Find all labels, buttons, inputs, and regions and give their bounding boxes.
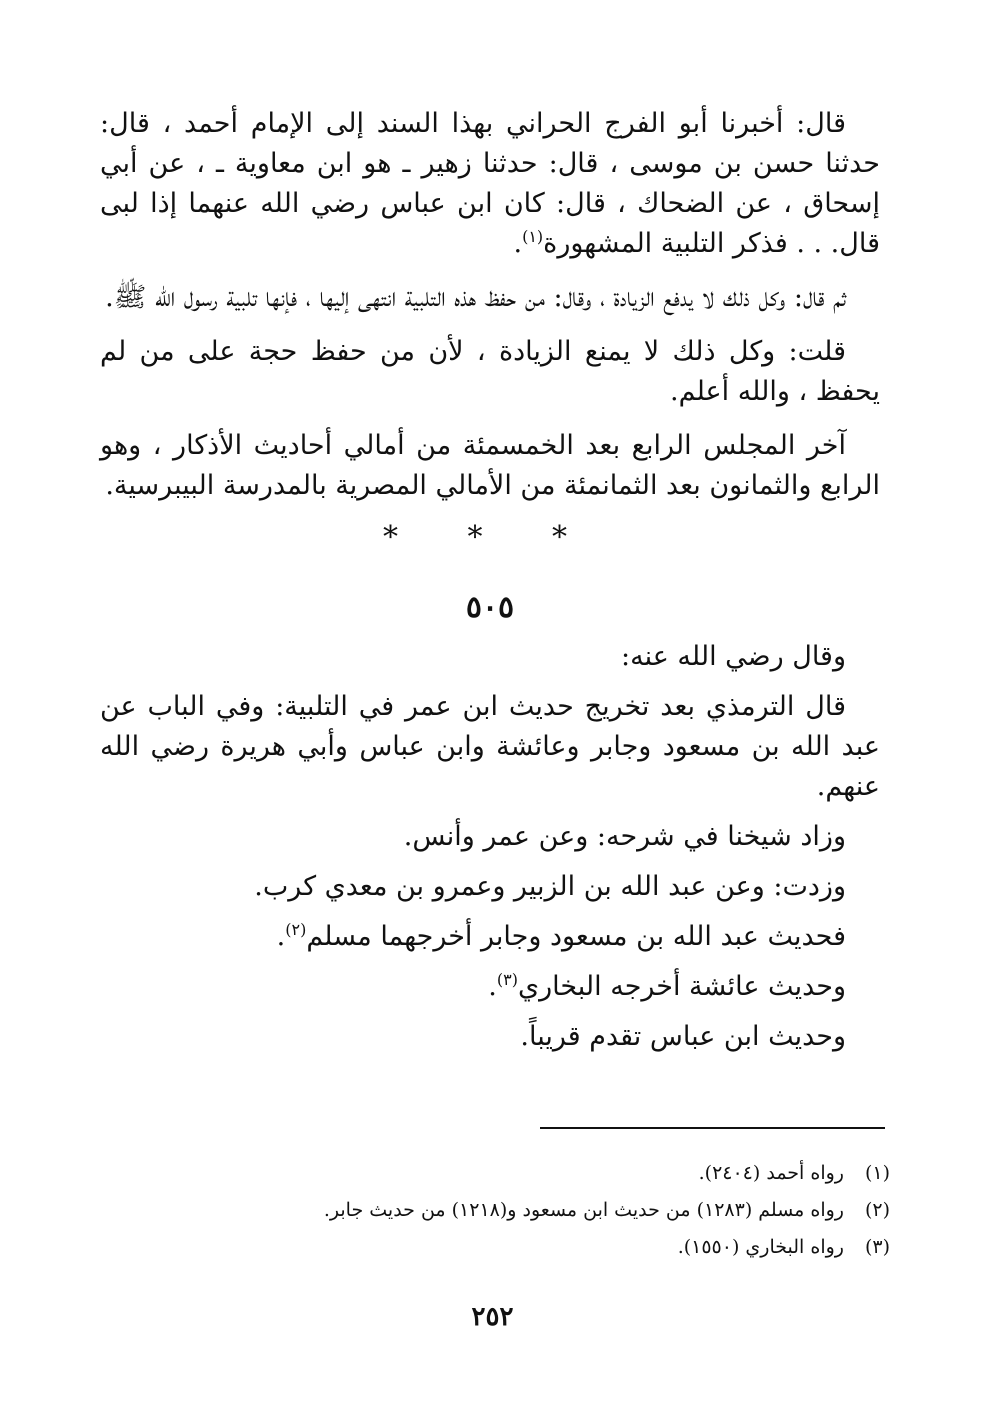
footnote-1 xyxy=(100,1155,890,1192)
line-text: وحديث عائشة أخرجه البخاري xyxy=(517,971,846,1002)
footnote-text: رواه البخاري (١٥٥٠). xyxy=(677,1236,844,1258)
section-line-6 xyxy=(100,967,880,1007)
paragraph-4: آخر المجلس الرابع بعد الخمسمئة من أمالي أحاديث الأذكار ، وهو الرابع والثمانون بعد الثمانمئة من الأمالي المصرية بالمدرسة البيبرسية. xyxy=(100,430,880,501)
page-body xyxy=(100,104,880,1067)
footnote-2 xyxy=(100,1192,890,1229)
footnote-ref-1[interactable]: (١) xyxy=(522,227,544,246)
section-line-2: قال الترمذي بعد تخريج حديث ابن عمر في التلبية: وفي الباب عن عبد الله بن مسعود وجابر وعائشة وابن عباس وأبي هريرة رضي الله عنهم. xyxy=(100,691,880,802)
paragraph-1 xyxy=(100,104,880,264)
line-end: . xyxy=(276,921,286,952)
line-end: . xyxy=(488,971,497,1002)
section-line-3: وزاد شيخنا في شرحه: وعن عمر وأنس. xyxy=(403,821,846,852)
footnotes xyxy=(100,1155,890,1266)
section-separator: * * * xyxy=(382,520,598,555)
line-text: فحديث عبد الله بن مسعود وجابر أخرجهما مسلم xyxy=(306,921,846,952)
footnote-ref-2[interactable]: (٢) xyxy=(285,920,307,939)
footnote-number: (٢) xyxy=(864,1199,890,1221)
paragraph-text: قال: أخبرنا أبو الفرج الحراني بهذا السند إلى الإمام أحمد ، قال: حدثنا حسن بن موسى ، قال: حدثنا زهير ـ هو ابن معاوية ـ ، عن أبي إسحاق ، عن الضحاك ، قال: كان ابن عباس رضي الله عنهما إذا لبى قال. . . فذكر التلبية المشهورة xyxy=(100,108,880,259)
footnote-divider xyxy=(540,1127,885,1129)
footnote-3 xyxy=(100,1229,890,1266)
section-line-4: وزدت: وعن عبد الله بن الزبير وعمرو بن معدي كرب. xyxy=(254,871,846,902)
section-number: ٥٠٥ xyxy=(465,590,515,625)
footnote-text: رواه أحمد (٢٤٠٤). xyxy=(698,1162,844,1184)
footnote-ref-3[interactable]: (٣) xyxy=(496,970,518,989)
paragraph-3: قلت: وكل ذلك لا يمنع الزيادة ، لأن من حفظ حجة على من لم يحفظ ، والله أعلم. xyxy=(100,336,880,407)
page-number: ٢٥٢ xyxy=(471,1302,514,1332)
section-line-1: وقال رضي الله عنه: xyxy=(621,641,846,672)
paragraph-end: . xyxy=(513,228,523,259)
paragraph-2: ثم قال: وكل ذلك لا يدفع الزيادة ، وقال: من حفظ هذه التلبية انتهى إليها ، فإنها تلبية رسول الله ﷺ. xyxy=(105,282,846,313)
footnote-number: (١) xyxy=(864,1162,890,1184)
footnote-text: رواه مسلم (١٢٨٣) من حديث ابن مسعود و(١٢١٨) من حديث جابر. xyxy=(323,1199,844,1221)
footnote-number: (٣) xyxy=(864,1236,890,1258)
section-line-5 xyxy=(100,917,880,957)
section-line-7: وحديث ابن عباس تقدم قريباً. xyxy=(520,1021,846,1052)
